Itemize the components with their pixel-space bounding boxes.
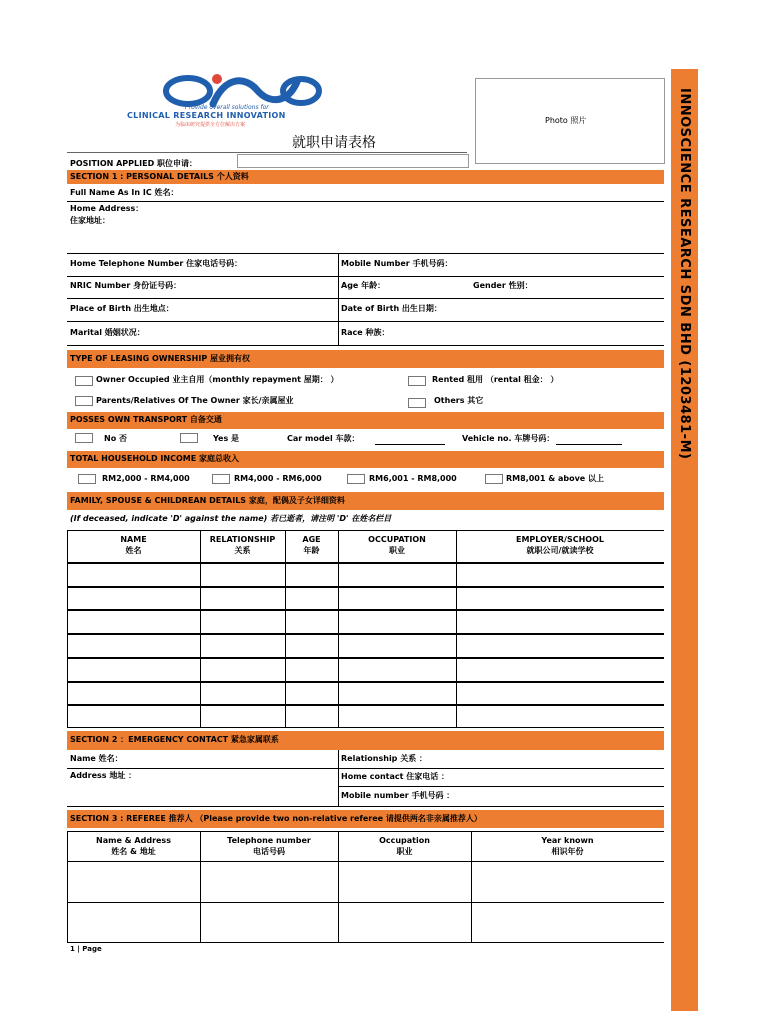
family-note: (If deceased, indicate 'D' against the name) 若已逝者，请注明 'D' 在姓名栏目 [70, 514, 392, 523]
income-option-1-label: RM2,000 - RM4,000 [102, 474, 190, 483]
emergency-mobile-label: Mobile number 手机号码 ： [341, 791, 455, 800]
title-underline [67, 152, 467, 153]
logo-subtext: 为临床研究提供全方位解决方案 [175, 122, 246, 128]
position-applied-input[interactable] [237, 154, 469, 168]
income-header [67, 451, 664, 468]
family-col-relationship: RELATIONSHIP 关系 [209, 535, 276, 555]
divider [67, 345, 664, 346]
home-address-cn-label: 住家地址： [70, 216, 110, 225]
family-col-name: NAME 姓名 [120, 535, 147, 555]
full-name-label: Full Name As In IC 姓名： [70, 188, 179, 197]
income-option-3-label: RM6,001 - RM8,000 [369, 474, 457, 483]
table-row[interactable] [67, 861, 664, 862]
col-divider [285, 530, 286, 728]
parents-checkbox[interactable] [75, 396, 93, 406]
transport-no-checkbox[interactable] [75, 433, 93, 443]
emergency-home-contact-label: Home contact 住家电话 ： [341, 772, 450, 781]
others-checkbox[interactable] [408, 398, 426, 408]
section3-header [67, 810, 664, 828]
vehicle-no-line[interactable] [556, 444, 622, 445]
section3-title: SECTION 3 : REFEREE 推荐人 （Please provide two non-relative referee 请提供两名非亲属推荐人） [70, 814, 482, 823]
income-option-2-checkbox[interactable] [212, 474, 230, 484]
home-tel-label: Home Telephone Number 住家电话号码： [70, 259, 243, 268]
divider [67, 321, 664, 322]
divider [67, 276, 664, 277]
logo-name: CLINICAL RESEARCH INNOVATION [127, 111, 286, 120]
transport-yes-label: Yes 是 [213, 434, 240, 443]
race-label: Race 种族： [341, 328, 390, 337]
income-title: TOTAL HOUSEHOLD INCOME 家庭总收入 [70, 454, 239, 463]
referee-col-telephone: Telephone number 电话号码 [227, 836, 311, 856]
transport-no-label: No 否 [104, 434, 127, 443]
col-divider [456, 530, 457, 728]
owner-occupied-checkbox[interactable] [75, 376, 93, 386]
rented-checkbox[interactable] [408, 376, 426, 386]
photo-label: Photo 照片 [545, 116, 587, 125]
col-divider [67, 831, 68, 943]
divider [67, 201, 664, 202]
owner-occupied-label: Owner Occupied 业主自用（monthly repayment 屋期： ） [96, 375, 339, 384]
col-divider [338, 530, 339, 728]
divider [67, 768, 664, 769]
section2-header [67, 731, 664, 750]
page-number: 1 | Page [70, 945, 102, 953]
emergency-relationship-label: Relationship 关系 ： [341, 754, 427, 763]
divider [67, 253, 664, 254]
col-divider [471, 831, 472, 943]
col-divider [338, 831, 339, 943]
income-option-4-checkbox[interactable] [485, 474, 503, 484]
others-label: Others 其它 [434, 396, 484, 405]
divider [67, 298, 664, 299]
emergency-name-label: Name 姓名： [70, 754, 123, 763]
mobile-label: Mobile Number 手机号码： [341, 259, 453, 268]
section1-header [67, 170, 664, 184]
table-row[interactable] [67, 633, 664, 635]
table-row[interactable] [67, 681, 664, 683]
table-row[interactable] [67, 609, 664, 611]
family-title: FAMILY, SPOUSE & CHILDREAN DETAILS 家庭，配偶及子女详细资料 [70, 496, 345, 505]
referee-table [67, 831, 664, 943]
family-col-occupation: OCCUPATION 职业 [368, 535, 426, 555]
table-row[interactable] [67, 657, 664, 659]
table-row[interactable] [67, 562, 664, 564]
income-option-2-label: RM4,000 - RM6,000 [234, 474, 322, 483]
age-label: Age 年龄： [341, 281, 386, 290]
place-of-birth-label: Place of Birth 出生地点： [70, 304, 174, 313]
leasing-title: TYPE OF LEASING OWNERSHIP 屋业拥有权 [70, 354, 250, 363]
transport-header [67, 412, 664, 429]
income-option-1-checkbox[interactable] [78, 474, 96, 484]
col-divider [200, 530, 201, 728]
col-divider [200, 831, 201, 943]
rented-label: Rented 租用 （rental 租金： ） [432, 375, 559, 384]
referee-col-name: Name & Address 姓名 & 地址 [96, 836, 171, 856]
table-row[interactable] [67, 902, 664, 903]
home-address-label: Home Address： [70, 204, 144, 213]
table-row[interactable] [67, 727, 664, 728]
section2-title: SECTION 2 ：EMERGENCY CONTACT 紧急家属联系 [70, 735, 279, 744]
section1-title: SECTION 1 : PERSONAL DETAILS 个人资料 [70, 172, 249, 181]
table-top-border [67, 530, 664, 531]
car-model-label: Car model 车款： [287, 434, 360, 443]
company-logo [125, 70, 355, 126]
family-col-age: AGE 年龄 [302, 535, 321, 555]
side-banner-text: INNOSCIENCE RESEARCH SDN BHD (1203481-M) [677, 88, 692, 460]
income-option-3-checkbox[interactable] [347, 474, 365, 484]
marital-label: Marital 婚姻状况： [70, 328, 145, 337]
family-col-employer: EMPLOYER/SCHOOL 就职公司/就读学校 [516, 535, 604, 555]
referee-col-year-known: Year known 相识年份 [541, 836, 594, 856]
column-divider [338, 253, 339, 345]
position-applied-label: POSITION APPLIED 职位申请： [70, 159, 197, 168]
date-of-birth-label: Date of Birth 出生日期： [341, 304, 442, 313]
referee-col-occupation: Occupation 职业 [379, 836, 430, 856]
transport-title: POSSES OWN TRANSPORT 自备交通 [70, 415, 222, 424]
divider [338, 786, 664, 787]
table-row[interactable] [67, 942, 664, 943]
table-row[interactable] [67, 586, 664, 588]
leasing-header [67, 350, 664, 368]
col-divider [67, 530, 68, 728]
family-table [67, 530, 664, 728]
table-top-border [67, 831, 664, 832]
family-header [67, 492, 664, 510]
transport-yes-checkbox[interactable] [180, 433, 198, 443]
column-divider [338, 750, 339, 806]
nric-label: NRIC Number 身份证号码： [70, 281, 182, 290]
car-model-line[interactable] [375, 444, 445, 445]
logo-tagline: Provide overall solutions for [185, 104, 269, 111]
income-option-4-label: RM8,001 & above 以上 [506, 474, 605, 483]
table-row[interactable] [67, 704, 664, 706]
vehicle-no-label: Vehicle no. 车牌号码： [462, 434, 555, 443]
emergency-address-label: Address 地址 ： [70, 771, 137, 780]
divider [67, 806, 664, 807]
gender-label: Gender 性别： [473, 281, 533, 290]
parents-label: Parents/Relatives Of The Owner 家长/亲属屋业 [96, 396, 294, 405]
form-title: 就职申请表格 [292, 135, 376, 151]
